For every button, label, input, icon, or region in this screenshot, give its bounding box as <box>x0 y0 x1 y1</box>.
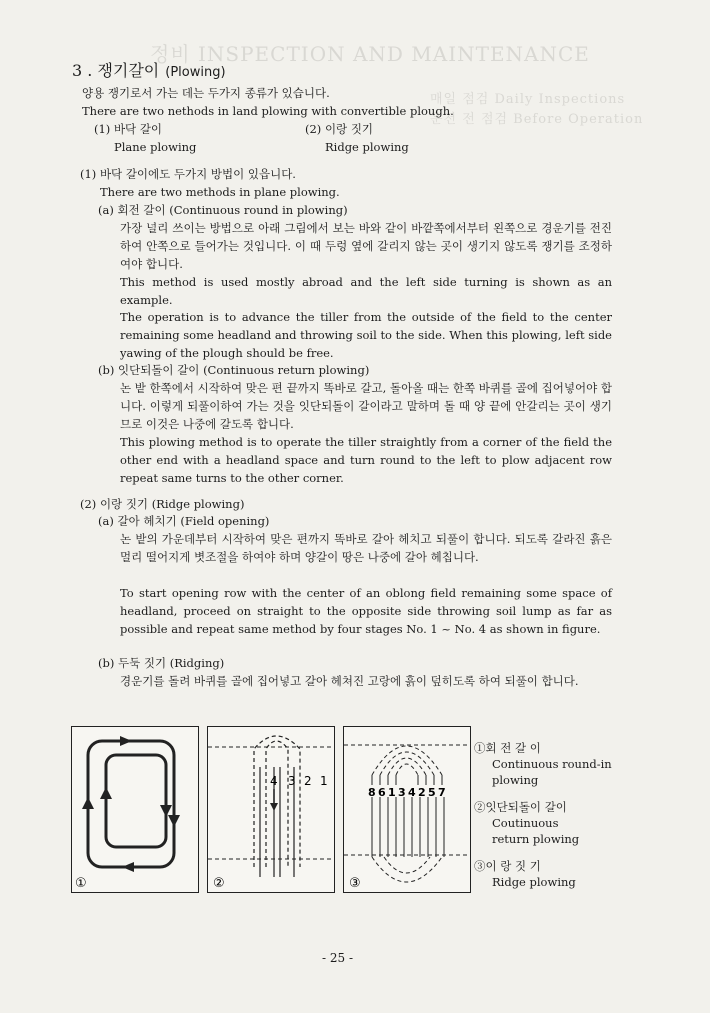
arrow-icon <box>122 862 134 872</box>
bleed-through-header: 정비 INSPECTION AND MAINTENANCE <box>150 42 590 66</box>
legend-item-2-kr: ②잇단되돌이 갈이 <box>474 800 567 814</box>
option-1-en: Plane plowing <box>114 140 197 154</box>
section-title-kr: 3 . 쟁기갈이 <box>72 61 160 80</box>
arrow-icon <box>120 736 132 746</box>
bleed-through-line: 운전 전 점검 Before Operation <box>430 112 644 127</box>
page-number: - 25 - <box>322 951 354 965</box>
pass-number: 2 <box>418 786 426 799</box>
pass-number: 3 <box>398 786 406 799</box>
s1b-heading: (b) 잇단되돌이 갈이 (Continuous return plowing) <box>98 363 370 377</box>
legend-item-3-en: Ridge plowing <box>492 875 576 889</box>
s1-heading-en: There are two methods in plane plowing. <box>100 185 340 199</box>
s2a-text-en: To start opening row with the center of an oblong field remaining some space of headland, proceed on straight to the opposite side throwing soil lump as far as possible and repeat same method by four stages No. 1 ~ No. 4 as shown in figure. <box>120 586 612 636</box>
return-plowing-diagram <box>208 727 334 892</box>
figure-label: ③ <box>349 876 361 891</box>
pass-number: 1 <box>320 774 328 788</box>
bleed-through-line: 매일 점검 Daily Inspections <box>430 92 626 107</box>
section-title <box>72 58 226 81</box>
pass-number: 4 <box>408 786 416 799</box>
s1a-text-en-2: The operation is to advance the tiller from the outside of the field to the center remaining some headland and throwing soil to the side. When this plowing, left side yawing of the plough should be free. <box>120 310 612 360</box>
option-2-en: Ridge plowing <box>325 140 409 154</box>
figure-continuous-return <box>207 726 335 893</box>
intro-en: There are two nethods in land plowing with convertible plough. <box>82 104 454 118</box>
figure-label: ① <box>75 876 87 891</box>
legend-item-2-en: Coutinuous return plowing <box>492 816 580 846</box>
s1b-text-kr: 논 밭 한쪽에서 시작하여 맞은 편 끝까지 똑바로 갈고, 돌아올 때는 한쪽 바퀴를 골에 집어넣어야 합니다. 이렇게 되풀이하여 가는 것을 잇단되돌이 갈이라고 말하며 돌 때 양 끝에 안갈리는 곳이 생기므로 이것은 나중에 갈도록 합니다. <box>120 381 612 431</box>
legend-item-2 <box>474 799 582 847</box>
pass-number: 8 <box>368 786 376 799</box>
round-in-diagram <box>72 727 198 892</box>
ridge-plowing-diagram <box>344 727 470 892</box>
pass-number: 4 <box>270 774 278 788</box>
intro-kr: 양용 쟁기로서 가는 데는 두가지 종류가 있습니다. <box>82 86 330 100</box>
pass-number: 2 <box>304 774 312 788</box>
pass-number: 6 <box>378 786 386 799</box>
s1a-text-kr: 가장 널리 쓰이는 방법으로 아래 그림에서 보는 바와 같이 바깥쪽에서부터 왼쪽으로 경운기를 전진하여 안쪽으로 들어가는 것입니다. 이 때 두렁 옆에 갈리지 않는 곳이 생기지 않도록 쟁기를 조정하여야 합니다. <box>120 221 612 271</box>
figure-continuous-round-in <box>71 726 199 893</box>
section-title-en: (Plowing) <box>165 65 226 80</box>
s2a-text-kr: 논 밭의 가운데부터 시작하여 맞은 편까지 똑바로 갈아 헤치고 되풀이 합니다. 되도록 갈라진 흙은 멀리 떨어지게 볏조절을 하여야 하며 양갈이 땅은 나중에 갈아 헤칩니다. <box>120 532 612 564</box>
s2b-heading: (b) 두둑 짓기 (Ridging) <box>98 656 225 670</box>
s2b-text-kr: 경운기를 돌려 바퀴를 골에 집어넣고 갈아 헤쳐진 고랑에 흙이 덮히도록 하여 되풀이 합니다. <box>120 674 579 688</box>
arrow-icon <box>168 815 180 827</box>
s1a-heading: (a) 회전 갈이 (Continuous round in plowing) <box>98 203 348 217</box>
s1-heading-kr: (1) 바닥 갈이에도 두가지 방법이 있읍니다. <box>80 167 296 181</box>
figure-ridge-plowing <box>343 726 471 893</box>
pass-number: 5 <box>428 786 436 799</box>
legend-item-1-kr: ①회 전 갈 이 <box>474 741 541 755</box>
option-2-kr: (2) 이랑 짓기 <box>305 122 374 136</box>
legend-item-3 <box>474 858 576 890</box>
arrow-icon <box>100 787 112 799</box>
arrow-icon <box>270 803 278 811</box>
arrow-icon <box>82 797 94 809</box>
pass-number: 1 <box>388 786 396 799</box>
s1b-text-en: This plowing method is to operate the tiller straightly from a corner of the field the other end with a headland space and turn round to the left to plow adjacent row repeat same turns to the other corner. <box>120 435 612 485</box>
s2-heading: (2) 이랑 짓기 (Ridge plowing) <box>80 497 245 511</box>
figure-label: ② <box>213 876 225 891</box>
legend-item-3-kr: ③이 랑 짓 기 <box>474 859 541 873</box>
s2a-heading: (a) 갈아 헤치기 (Field opening) <box>98 514 270 528</box>
option-1-kr: (1) 바닥 갈이 <box>94 122 163 136</box>
pass-number: 3 <box>288 774 296 788</box>
s1a-text-en-1: This method is used mostly abroad and the left side turning is shown as an example. <box>120 275 612 307</box>
legend-item-1 <box>474 740 620 788</box>
legend-item-1-en: Continuous round-in plowing <box>492 757 612 787</box>
pass-number: 7 <box>438 786 446 799</box>
